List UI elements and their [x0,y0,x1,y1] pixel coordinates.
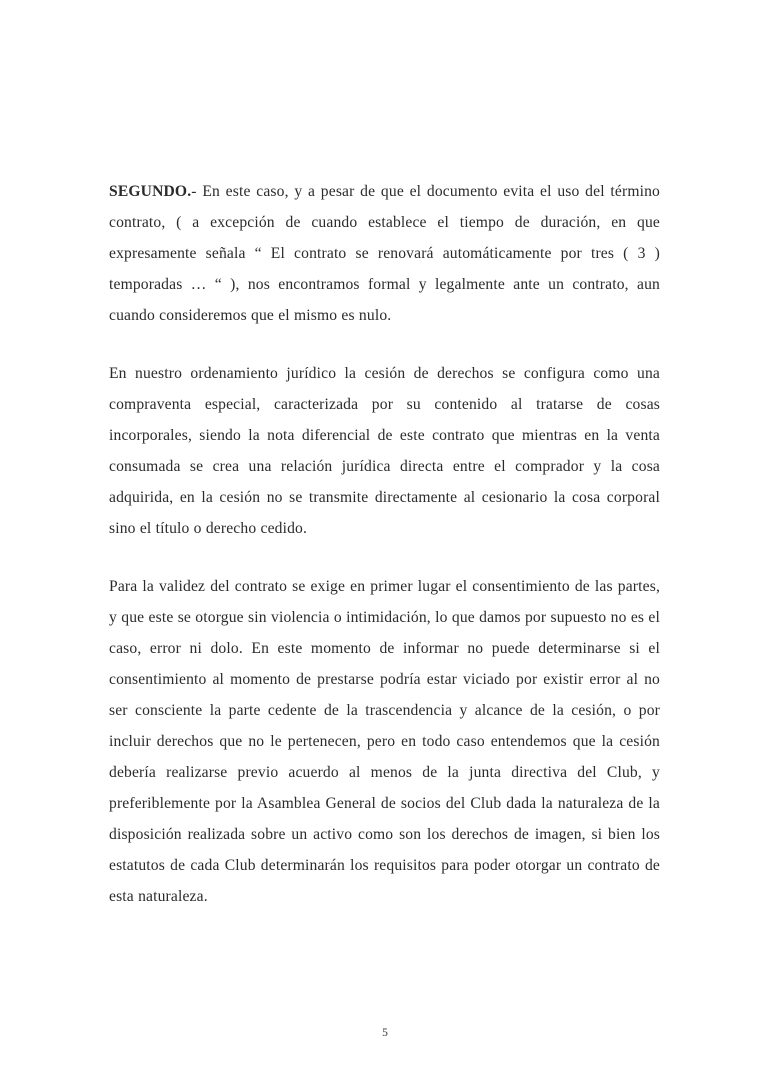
page-number: 5 [382,1027,388,1039]
paragraph-validez-contrato [109,571,660,912]
document-body [109,176,660,912]
paragraph-lead-separator: - [191,183,203,200]
paragraph-text: Para la validez del contrato se exige en primer lugar el consentimiento de las partes, y que este se otorgue sin violencia o intimidación, lo que damos por supuesto no es el caso, error ni dolo. En este momento de informar no puede determinarse si el consentimiento al momento de prestarse podría estar viciado por existir error al no ser consciente la parte cedente de la trascendencia y alcance de la cesión, o por incluir derechos que no le pertenecen, pero en todo caso entendemos que la cesión debería realizarse previo acuerdo al menos de la junta directiva del Club, y preferiblemente por la Asamblea General de socios del Club dada la naturaleza de la disposición realizada sobre un activo como son los derechos de imagen, si bien los estatutos de cada Club determinarán los requisitos para poder otorgar un contrato de esta naturaleza. [109,578,660,905]
paragraph-text: En este caso, y a pesar de que el documento evita el uso del término contrato, ( a excepción de cuando establece el tiempo de duración, en que expresamente señala “ El contrato se renovará automáticamente por tres ( 3 ) temporadas … “ ), nos encontramos formal y legalmente ante un contrato, aun cuando consideremos que el mismo es nulo. [109,183,660,324]
paragraph-text: En nuestro ordenamiento jurídico la cesión de derechos se configura como una compraventa especial, caracterizada por su contenido al tratarse de cosas incorporales, siendo la nota diferencial de este contrato que mientras en la venta consumada se crea una relación jurídica directa entre el comprador y la cosa adquirida, en la cesión no se transmite directamente al cesionario la cosa corporal sino el título o derecho cedido. [109,365,660,537]
paragraph-segundo [109,176,660,331]
paragraph-lead-label: SEGUNDO. [109,183,192,200]
paragraph-ordenamiento-juridico [109,358,660,544]
